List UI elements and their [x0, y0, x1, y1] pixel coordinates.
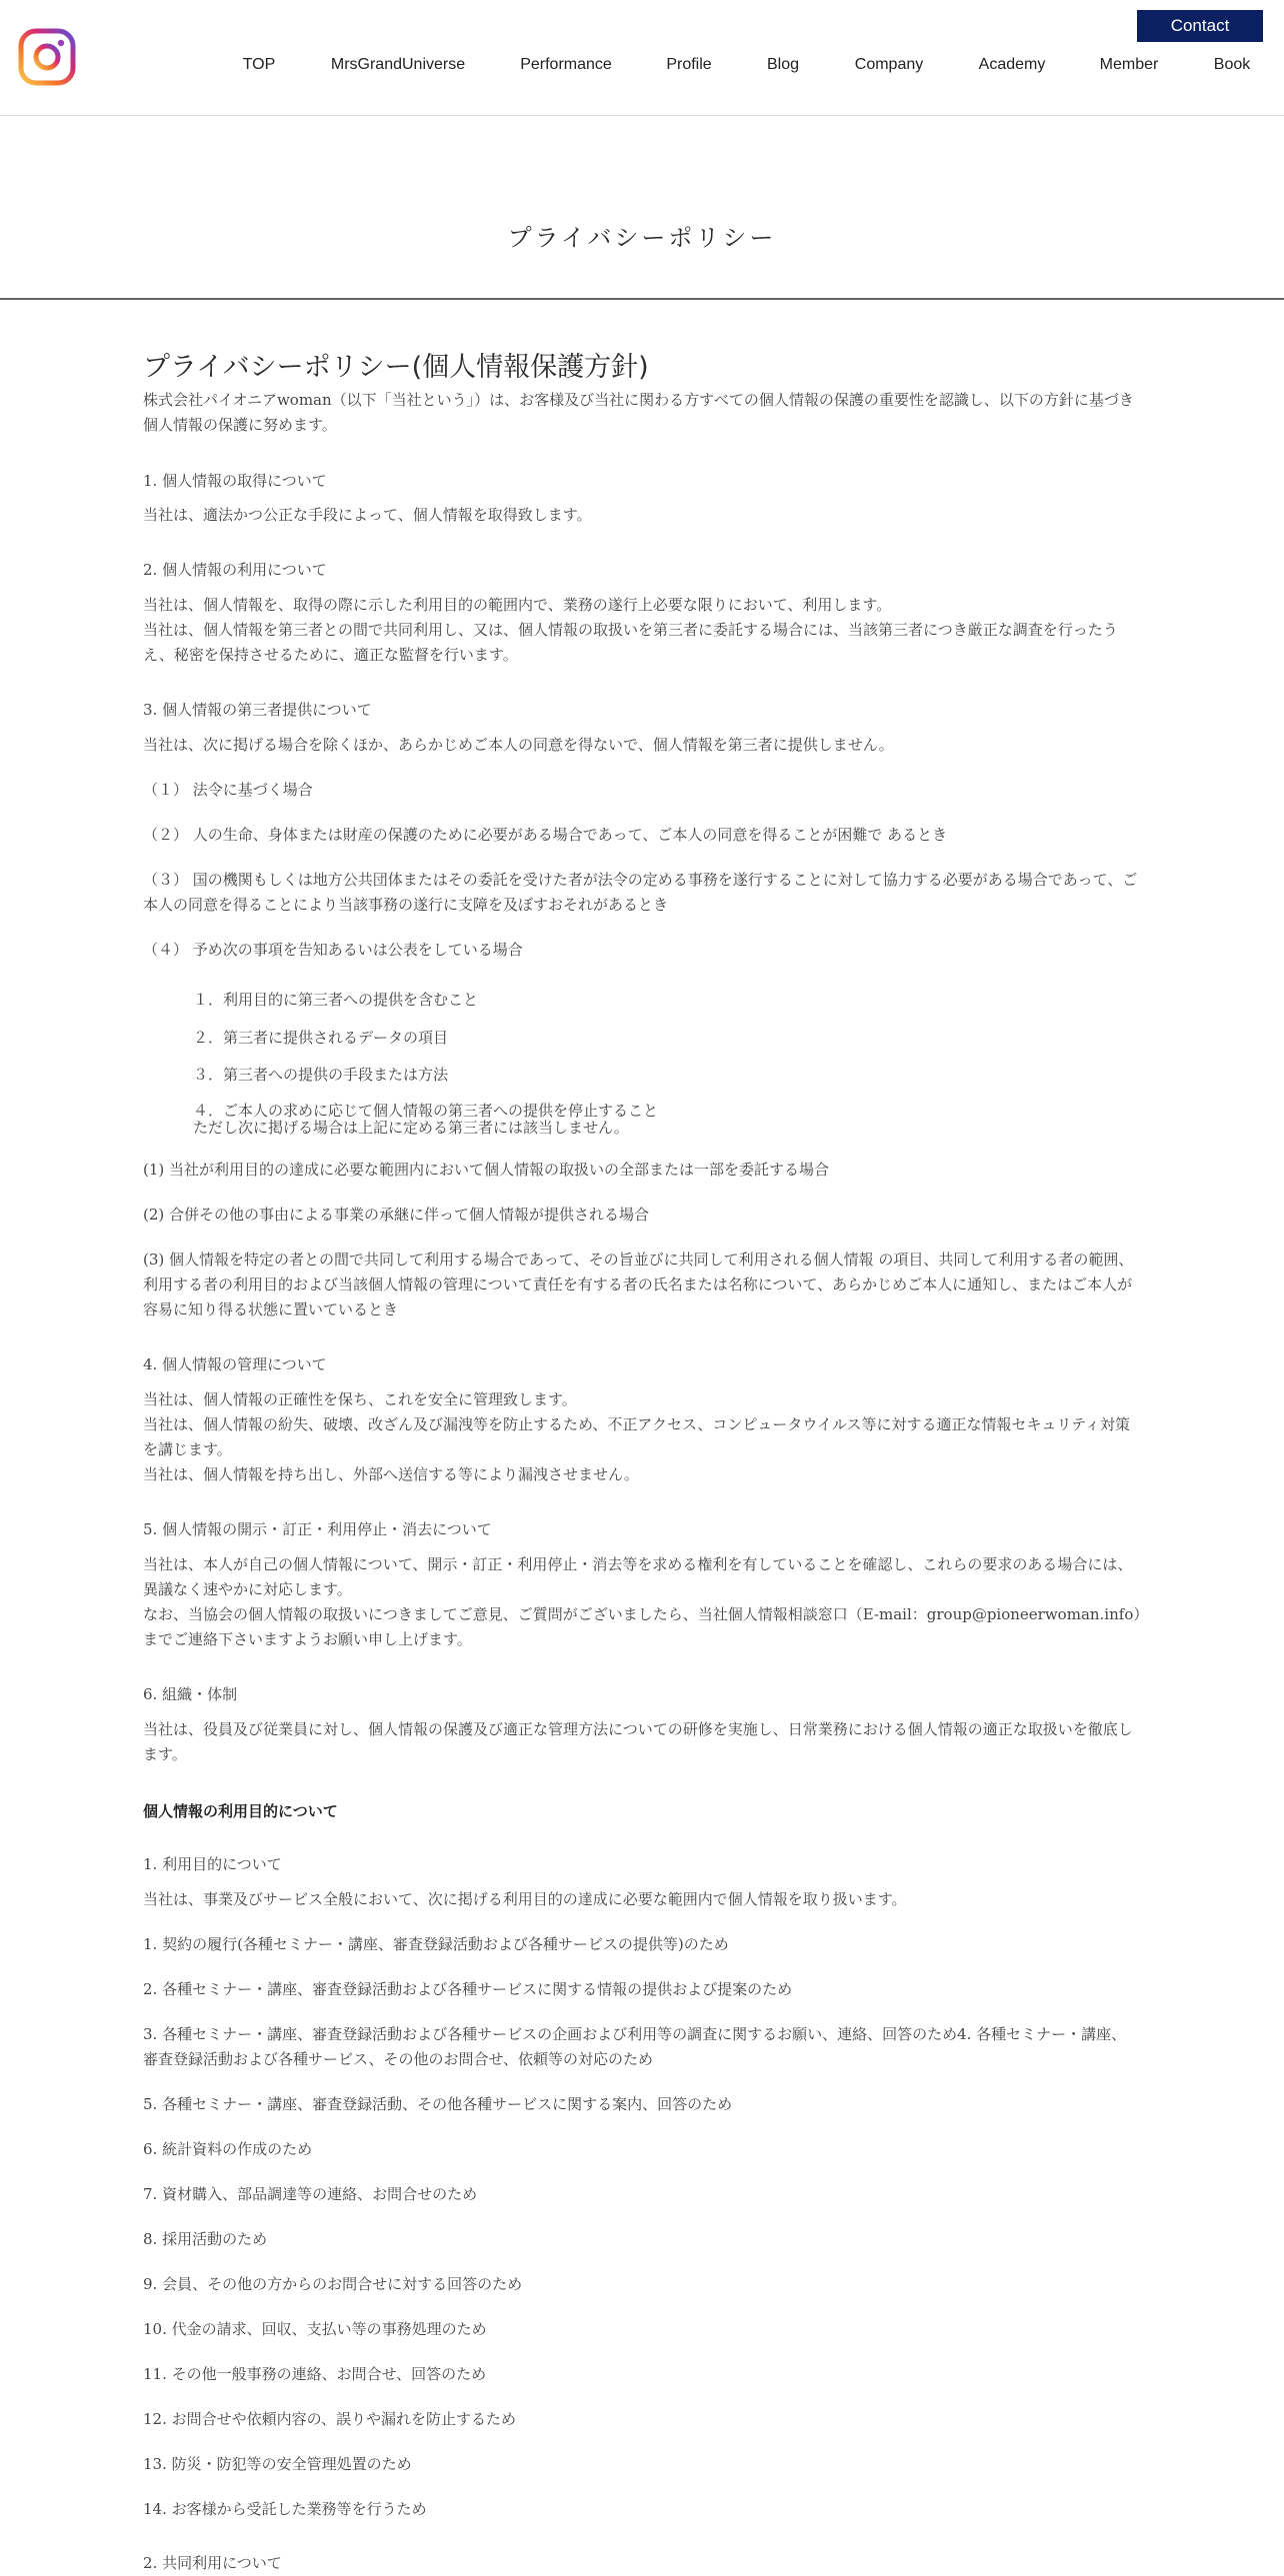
nav-item-performance[interactable]: Performance	[520, 56, 612, 73]
section-title: 5. 個人情報の開示・訂正・利用停止・消去について	[143, 1520, 492, 1538]
section-title: 4. 個人情報の管理について	[143, 1355, 327, 1373]
purpose-list-item: 5. 各種セミナー・講座、審査登録活動、その他各種サービスに関する案内、回答のため	[143, 2095, 733, 2113]
purpose-list-item: 13. 防災・防犯等の安全管理処置のため	[143, 2455, 412, 2473]
nav-item-company[interactable]: Company	[854, 56, 924, 73]
sub-item: ２．第三者に提供されるデータの項目	[193, 1029, 449, 1047]
section-body: 当社は、個人情報を第三者との間で共同利用し、又は、個人情報の取扱いを第三者に委託する場合には、当該第三者につき厳正な調査を行ったうえ、秘密を保持させるために、適正な監督を行います。	[143, 621, 1118, 664]
condition-item: （１） 法令に基づく場合	[143, 781, 313, 799]
condition-item: （２） 人の生命、身体または財産の保護のために必要がある場合であって、ご本人の同意を得ることが困難で あるとき	[143, 826, 948, 844]
exception-item: (1) 当社が利用目的の達成に必要な範囲内において個人情報の取扱いの全部または一部を委託する場合	[143, 1161, 830, 1179]
nav-item-blog[interactable]: Blog	[766, 56, 800, 73]
section-body: 当社は、適法かつ公正な手段によって、個人情報を取得致します。	[143, 506, 592, 524]
purpose-list-item: 14. お客様から受託した業務等を行うため	[143, 2500, 427, 2518]
main-nav	[0, 56, 1284, 80]
nav-item-book[interactable]: Book	[1213, 56, 1251, 73]
policy-intro: 株式会社パイオニアwoman（以下「当社という」）は、お客様及び当社に関わる方すべての個人情報の保護の重要性を認識し、以下の方針に基づき個人情報の保護に努めます。	[143, 391, 1134, 434]
nav-item-top[interactable]: TOP	[242, 56, 276, 73]
nav-item-mrsgranduniverse[interactable]: MrsGrandUniverse	[330, 56, 466, 73]
site-header	[0, 0, 1284, 116]
title-divider	[0, 298, 1284, 300]
policy-heading: プライバシーポリシー(個人情報保護方針)	[143, 352, 649, 383]
purpose-list-item: 9. 会員、その他の方からのお問合せに対する回答のため	[143, 2275, 523, 2293]
purpose-list-item: 6. 統計資料の作成のため	[143, 2140, 313, 2158]
nav-item-academy[interactable]: Academy	[978, 56, 1046, 73]
purpose-list-item: 8. 採用活動のため	[143, 2230, 268, 2248]
section-body: 当社は、個人情報の正確性を保ち、これを安全に管理致します。	[143, 1390, 577, 1408]
section-title: 2. 共同利用について	[143, 2554, 282, 2572]
nav-item-member[interactable]: Member	[1099, 56, 1159, 73]
page-title: プライバシーポリシー	[507, 224, 777, 252]
purpose-list-item: 3. 各種セミナー・講座、審査登録活動および各種サービスの企画および利用等の調査に関するお願い、連絡、回答のため4. 各種セミナー・講座、審査登録活動および各種サービス、その他のお問合せ、依頼等の対応のため	[143, 2025, 1127, 2068]
purpose-list-item: 7. 資材購入、部品調達等の連絡、お問合せのため	[143, 2185, 478, 2203]
section-body: 当社は、事業及びサービス全般において、次に掲げる利用目的の達成に必要な範囲内で個人情報を取り扱います。	[143, 1890, 907, 1908]
section-body: 当社は、個人情報を、取得の際に示した利用目的の範囲内で、業務の遂行上必要な限りにおいて、利用します。	[143, 596, 892, 614]
section-body: 当社は、個人情報の紛失、破壊、改ざん及び漏洩等を防止するため、不正アクセス、コンピュータウイルス等に対する適正な情報セキュリティ対策を講じます。	[143, 1415, 1131, 1458]
purpose-list-item: 1. 契約の履行(各種セミナー・講座、審査登録活動および各種サービスの提供等)のため	[143, 1935, 729, 1953]
section-title: 2. 個人情報の利用について	[143, 561, 327, 579]
section-body: 当社は、次に掲げる場合を除くほか、あらかじめご本人の同意を得ないで、個人情報を第三者に提供しません。	[143, 736, 894, 754]
exception-item: (2) 合併その他の事由による事業の承継に伴って個人情報が提供される場合	[143, 1206, 650, 1224]
sub-item: １．利用目的に第三者への提供を含むこと	[193, 991, 479, 1009]
nav-item-profile[interactable]: Profile	[666, 56, 712, 73]
sub-item-note: ただし次に掲げる場合は上記に定める第三者には該当しません。	[193, 1119, 629, 1137]
sub-item: ４．ご本人の求めに応じて個人情報の第三者への提供を停止すること	[193, 1102, 659, 1120]
sub-item: ３．第三者への提供の手段または方法	[193, 1066, 449, 1084]
section-body: 当社は、本人が自己の個人情報について、開示・訂正・利用停止・消去等を求める権利を有していることを確認し、これらの要求のある場合には、異議なく速やかに対応します。	[143, 1555, 1133, 1598]
section-title: 1. 利用目的について	[143, 1855, 282, 1873]
purpose-list-item: 10. 代金の請求、回収、支払い等の事務処理のため	[143, 2320, 487, 2338]
contact-button[interactable]: Contact	[1137, 10, 1263, 42]
exception-item: (3) 個人情報を特定の者との間で共同して利用する場合であって、その旨並びに共同して利用される個人情報 の項目、共同して利用する者の範囲、利用する者の利用目的および当該個人情報の管理について責任を有する者の氏名または名称について、あらかじめご本人に通知し、またはご本人が容易に知り得る状態に置いているとき	[143, 1251, 1134, 1318]
condition-item: （４） 予め次の事項を告知あるいは公表をしている場合	[143, 941, 523, 959]
purpose-list-item: 12. お問合せや依頼内容の、誤りや漏れを防止するため	[143, 2410, 517, 2428]
purpose-list-item: 11. その他一般事務の連絡、お問合せ、回答のため	[143, 2365, 487, 2383]
section-title: 1. 個人情報の取得について	[143, 472, 327, 490]
condition-item: （３） 国の機関もしくは地方公共団体またはその委託を受けた者が法令の定める事務を遂行することに対して協力する必要がある場合であって、ご本人の同意を得ることにより当該事務の遂行に支障を及ぼすおそれがあるとき	[143, 871, 1138, 914]
section-title: 3. 個人情報の第三者提供について	[143, 701, 372, 719]
section-title: 6. 組織・体制	[143, 1685, 238, 1703]
purpose-heading: 個人情報の利用目的について	[143, 1802, 338, 1820]
purpose-list-item: 2. 各種セミナー・講座、審査登録活動および各種サービスに関する情報の提供および提案のため	[143, 1980, 793, 1998]
section-body: 当社は、個人情報を持ち出し、外部へ送信する等により漏洩させません。	[143, 1465, 639, 1483]
section-body: なお、当協会の個人情報の取扱いにつきましてご意見、ご質問がございましたら、当社個人情報相談窓口（E-mail：group@pioneerwoman.info）までご連絡下さいますようお願い申し上げます。	[143, 1605, 1141, 1648]
section-body: 当社は、役員及び従業員に対し、個人情報の保護及び適正な管理方法についての研修を実施し、日常業務における個人情報の適正な取扱いを徹底します。	[143, 1720, 1133, 1763]
